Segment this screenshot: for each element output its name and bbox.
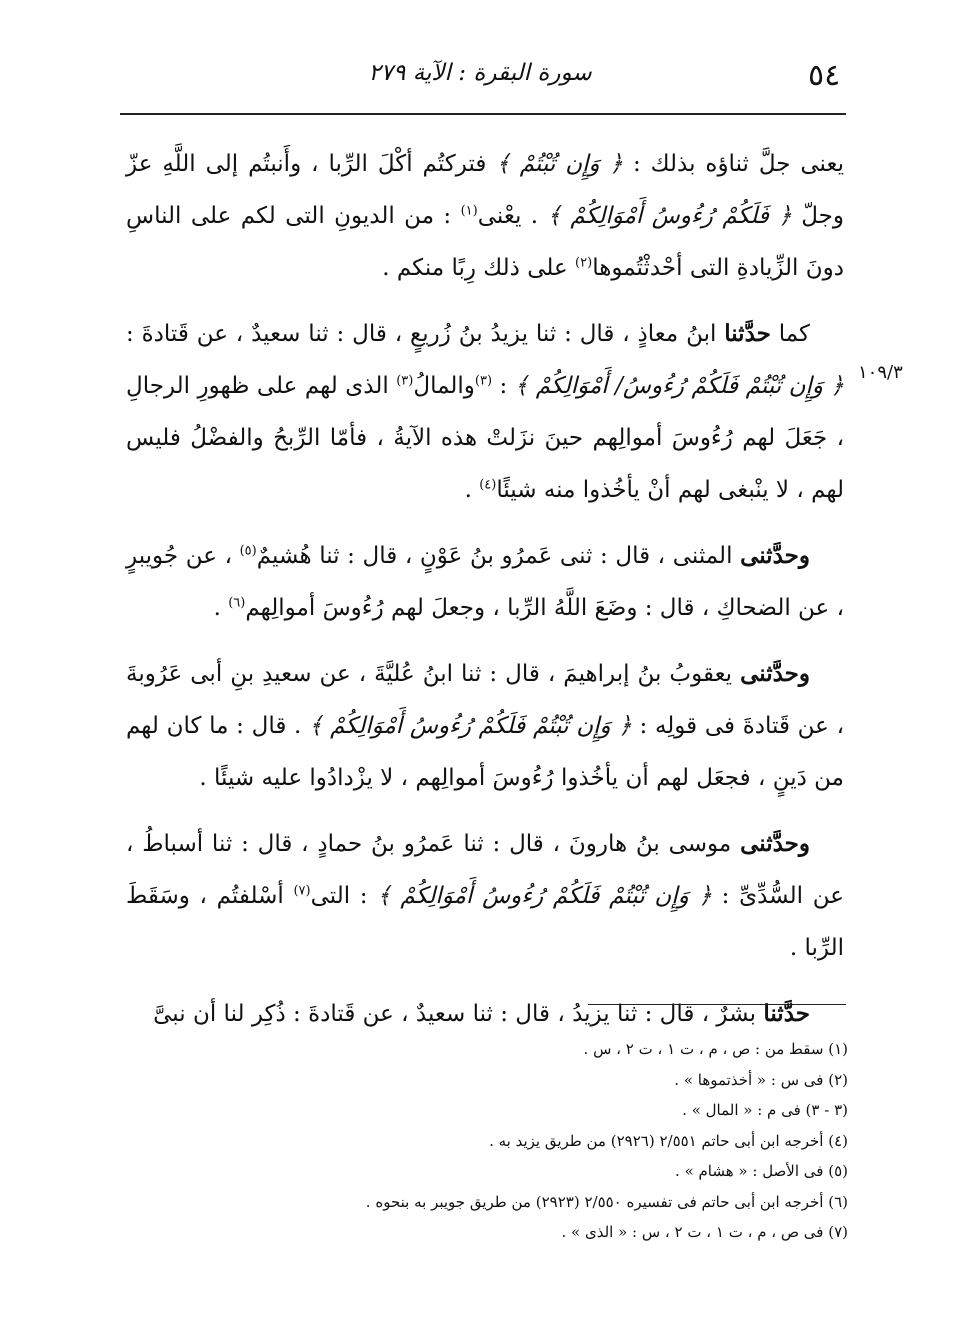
footnote-rule — [588, 1004, 846, 1005]
narration-lead: حدَّثنا — [724, 320, 771, 347]
margin-reference: ١٠٩/٣ — [858, 362, 903, 383]
text-run: : — [492, 373, 515, 399]
text-run: على ذلك رِبًا منكم . — [382, 255, 576, 281]
quran-quote: ﴿ وَإِن تُبْتُمْ فَلَكُمْ رُءُوسُ أَمْوَالِكُمْ ﴾ — [309, 713, 632, 739]
paragraph — [126, 308, 844, 516]
paragraph — [126, 138, 844, 294]
narration-lead: حدَّثنا — [763, 1000, 810, 1027]
text-run: يعنى جلَّ ثناؤه بذلك : — [623, 151, 844, 177]
text-run: : من الديونِ التى لكم على الناسِ دونَ الزِّيادةِ التى أحْدثْتُموها — [126, 203, 844, 281]
text-run: . — [464, 477, 480, 503]
text-run: كما — [770, 321, 810, 347]
footnote: (٦) أخرجه ابن أبى حاتم فى تفسيره ٢/٥٥٠ (٢٩٢٣) من طريق جويبر به بنحوه . — [365, 1192, 848, 1211]
footnote: (٣ - ٣) فى م : « المال » . — [682, 1101, 848, 1119]
paragraph — [126, 530, 844, 634]
narration-lead: وحدَّثنى — [740, 542, 810, 569]
quran-quote: ﴿ فَلَكُمْ رُءُوسُ أَمْوَالِكُمْ ﴾ — [547, 203, 792, 229]
footnote-ref: (٤) — [479, 477, 497, 493]
text-run: فتركتُم أكْلَ الرِّبا ، وأَنبتُم إلى اللَّهِ عزّ وجلّ — [126, 151, 845, 229]
text-run: : التى — [310, 883, 378, 909]
text-run: يعقوبُ بنُ إبراهيمَ ، قال : ثنا ابنُ عُليَّةَ ، عن سعيدِ بنِ أبى عَرُوبةَ ، عن قَتادةَ فى قولِه : — [126, 661, 844, 739]
footnote-ref: (٧) — [293, 883, 311, 899]
footnote: (٥) فى الأصل : « هشام » . — [675, 1162, 848, 1180]
footnote: (٤) أخرجه ابن أبى حاتم ٢/٥٥١ (٢٩٢٦) من طريق يزيد به . — [489, 1131, 848, 1150]
page-number: ٥٤ — [808, 58, 841, 93]
text-run: ابنُ معاذٍ ، قال : ثنا يزيدُ بنُ زُريعٍ ، قال : ثنا سعيدٌ ، عن قَتادةَ : — [126, 321, 725, 347]
text-run: والمالُ — [413, 373, 475, 399]
text-run: ، عن جُويبرٍ ، عن الضحاكِ ، قال : وضَعَ اللَّهُ الرِّبا ، وجعلَ لهم رُءُوسَ أموالِهم — [126, 543, 844, 621]
header-rule — [120, 113, 846, 115]
text-run: بشرٌ ، قال : ثنا يزيدُ ، قال : ثنا سعيدٌ ، عن قَتادةَ : ذُكِر لنا أن نبىَّ — [153, 1001, 764, 1027]
narration-lead: وحدَّثنى — [740, 830, 810, 857]
footnotes — [200, 1034, 848, 1248]
text-run: أسْلفتُم ، وسَقَطَ الرِّبا . — [126, 883, 844, 961]
paragraph — [126, 648, 844, 804]
footnote-ref: (٣) — [474, 373, 493, 389]
quran-quote: ﴿ وَإِن تُبْتُمْ ﴾ — [496, 151, 624, 177]
body-text — [126, 138, 844, 1054]
paragraph — [126, 988, 844, 1040]
paragraph — [126, 818, 844, 974]
quran-quote: ﴿ وَإِن تُبْتُمْ فَلَكُمْ رُءُوسُ أَمْوَالِكُمْ ﴾ — [377, 883, 712, 909]
running-title: سورة البقرة : الآية ٢٧٩ — [368, 60, 592, 86]
text-run: . يعْنى — [477, 203, 548, 229]
text-run: موسى بنُ هارونَ ، قال : ثنا عَمرُو بنُ حمادٍ ، قال : ثنا أسباطُ ، عن السُّدِّىِّ : — [126, 831, 844, 909]
footnote: (١) سقط من : ص ، م ، ت ١ ، ت ٢ ، س . — [583, 1040, 848, 1058]
footnote-ref: (٣) — [396, 373, 414, 389]
quran-quote: ﴿ وَإِن تُبْتُمْ فَلَكُمْ رُءُوسُ/ أَمْوَالِكُمْ ﴾ — [514, 373, 844, 399]
text-run: المثنى ، قال : ثنى عَمرُو بنُ عَوْنٍ ، قال : ثنا هُشيمٌ — [256, 543, 741, 569]
text-run: الذى لهم على ظهورِ الرجالِ ، جَعَلَ لهم رُءُوسَ أموالِهم حينَ نزَلتْ هذه الآيةُ ، فأمّا الرِّبحُ والفضْلُ فليس لهم ، لا ينْبغى لهم أنْ يأخُذوا منه شيئًا — [126, 373, 844, 503]
text-run: . — [213, 595, 229, 621]
footnote: (٢) فى س : « أخذتموها » . — [674, 1070, 848, 1089]
narration-lead: وحدَّثنى — [740, 660, 810, 687]
footnote: (٧) فى ص ، م ، ت ١ ، ت ٢ ، س : « الذى » . — [561, 1223, 848, 1241]
footnote-ref: (٦) — [228, 595, 246, 611]
footnote-ref: (٢) — [575, 255, 593, 271]
text-run: . قال : ما كان لهم من دَينٍ ، فجعَل لهم أن يأخُذوا رُءُوسَ أموالِهم ، لا يزْدادُوا عليه شيئًا . — [126, 713, 844, 791]
footnote-ref: (٥) — [239, 543, 257, 559]
footnote-ref: (١) — [460, 203, 478, 219]
